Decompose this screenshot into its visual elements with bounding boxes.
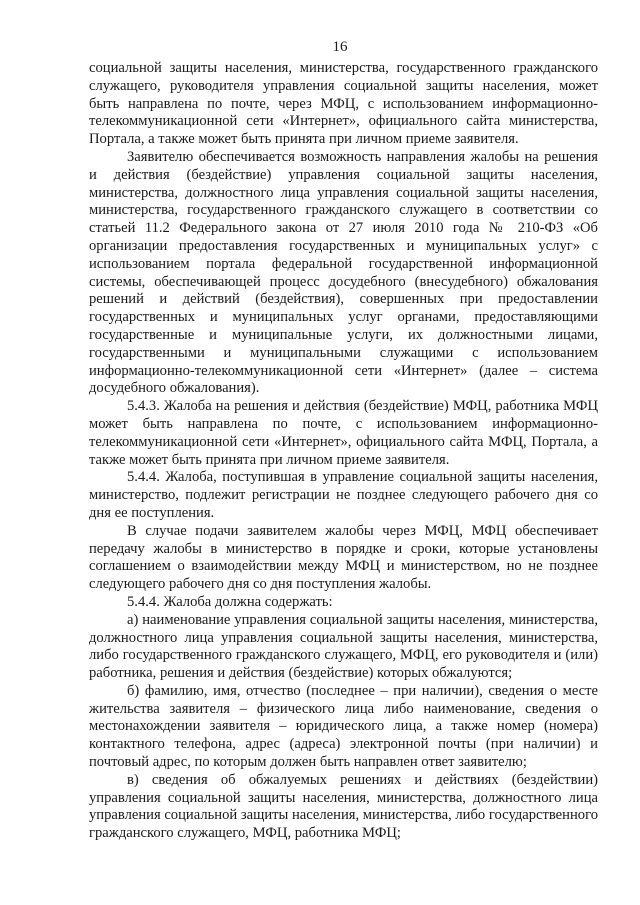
paragraph: социальной защиты населения, министерства, государственного гражданского служащего, руководителя управления социальной защиты населения, может быть направлена по почте, через МФЦ, с использованием информационно-телекоммуникационной сети «Интернет», официального сайта министерства, Портала, а также может быть принята при личном приеме заявителя. (89, 60, 598, 148)
document-body (89, 60, 598, 843)
paragraph: б) фамилию, имя, отчество (последнее – при наличии), сведения о месте жительства заявителя – физического лица либо наименование, сведения о местонахождении заявителя – юридического лица, а также номер (номера) контактного телефона, адрес (адреса) электронной почты (при наличии) и почтовый адрес, по которым должен быть направлен ответ заявителю; (89, 682, 598, 771)
paragraph: 5.4.4. Жалоба, поступившая в управление социальной защиты населения, министерство, подлежит регистрации не позднее следующего рабочего дня со дня ее поступления. (89, 469, 598, 521)
paragraph: 5.4.4. Жалоба должна содержать: (127, 593, 333, 610)
paragraph: а) наименование управления социальной защиты населения, министерства, должностного лица управления социальной защиты населения, министерства, либо государственного гражданского служащего, МФЦ, его руководителя и (или) работника, решения и действия (бездействие) которых обжалуются; (89, 611, 598, 682)
page-number: 16 (332, 39, 348, 55)
paragraph: 5.4.3. Жалоба на решения и действия (бездействие) МФЦ, работника МФЦ может быть направлена по почте, с использованием информационно-телекоммуникационной сети «Интернет», официального сайта МФЦ, Портала, а также может быть принята при личном приеме заявителя. (89, 398, 598, 468)
paragraph: в) сведения об обжалуемых решениях и действиях (бездействии) управления социальной защиты населения, министерства, должностного лица управления социальной защиты населения, министерства, либо государственного гражданского служащего, МФЦ, работника МФЦ; (89, 771, 598, 842)
paragraph: Заявителю обеспечивается возможность направления жалобы на решения и действия (бездействие) управления социальной защиты населения, министерства, должностного лица управления социальной защиты населения, министерства, государственного гражданского служащего в соответствии со статьей 11.2 Федерального закона от 27 июля 2010 года № 210-ФЗ «Об организации предоставления государственных и муниципальных услуг» с использованием портала федеральной государственной информационной системы, обеспечивающей процесс досудебного (внесудебного) обжалования решений и действий (бездействия), совершенных при предоставлении государственных и муниципальных услуг органами, предоставляющими государственные и муниципальные услуги, их должностными лицами, государственными и муниципальными служащими с использованием информационно-телекоммуникационной сети «Интернет» (далее – система досудебного обжалования). (89, 148, 598, 397)
paragraph: В случае подачи заявителем жалобы через МФЦ, МФЦ обеспечивает передачу жалобы в министерство в порядке и сроки, которые установлены соглашением о взаимодействии между МФЦ и министерством, но не позднее следующего рабочего дня со дня поступления жалобы. (89, 522, 598, 593)
